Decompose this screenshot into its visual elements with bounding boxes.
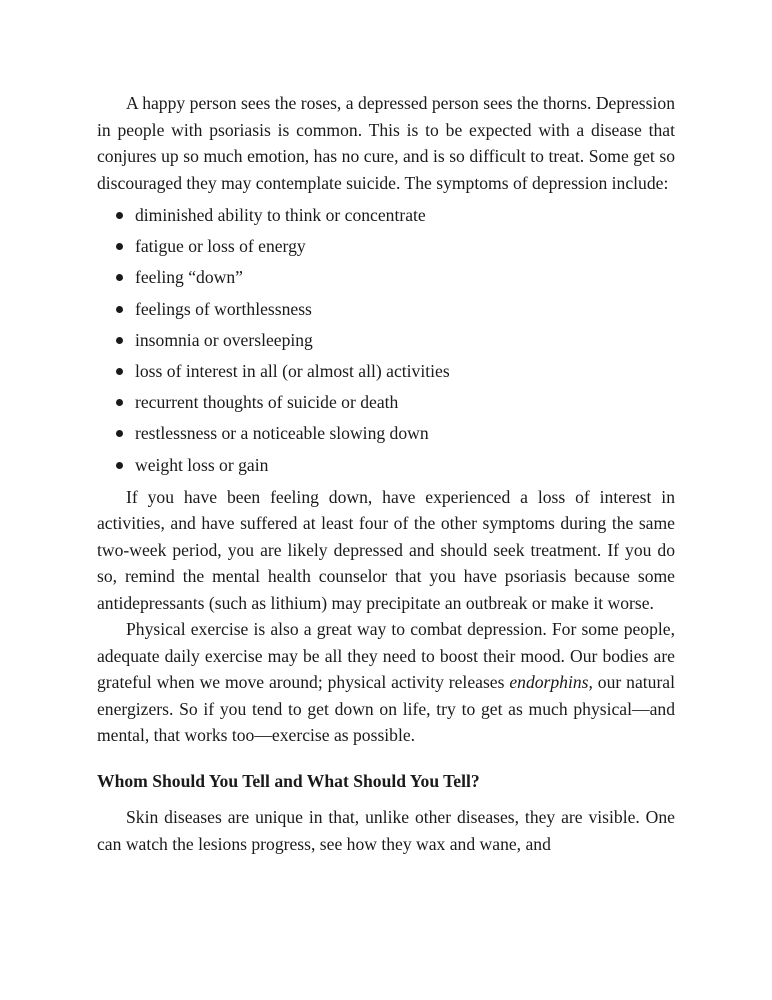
list-item xyxy=(97,356,675,387)
bullet-icon xyxy=(116,430,123,437)
list-item xyxy=(97,294,675,325)
paragraph-intro: A happy person sees the roses, a depressed person sees the thorns. Depression in people with psoriasis is common. This is to be expected with a disease that conjures up so much emotion, has no cure, and is so difficult to treat. Some get so discouraged they may contemplate suicide. The symptoms of depression include: xyxy=(97,93,675,193)
list-item-text: diminished ability to think or concentrate xyxy=(135,205,426,225)
list-item-text: fatigue or loss of energy xyxy=(135,236,306,257)
list-item xyxy=(97,387,675,418)
bullet-icon xyxy=(116,368,123,375)
bullet-icon xyxy=(116,306,123,313)
bullet-icon xyxy=(116,212,123,219)
list-item xyxy=(97,418,675,449)
list-item xyxy=(97,200,675,231)
list-item xyxy=(97,262,675,293)
section-heading: Whom Should You Tell and What Should You Tell? xyxy=(97,770,480,791)
list-item-text: loss of interest in all (or almost all) activities xyxy=(135,360,450,381)
list-item xyxy=(97,231,675,262)
list-item-text: restlessness or a noticeable slowing down xyxy=(135,423,429,444)
paragraph-skin: Skin diseases are unique in that, unlike other diseases, they are visible. One can watch the lesions progress, see how they wax and wane, and xyxy=(97,807,675,854)
page-content xyxy=(97,90,675,857)
bullet-icon xyxy=(116,243,123,250)
list-item-text: insomnia or oversleeping xyxy=(135,329,313,350)
list-item-text: recurrent thoughts of suicide or death xyxy=(135,392,399,413)
endorphins-term: endorphins, xyxy=(509,672,593,693)
list-item-text: feeling “down” xyxy=(135,267,243,288)
list-item-text: weight loss or gain xyxy=(135,454,269,475)
symptom-list xyxy=(97,200,675,481)
exercise-text-end: our natural energizers. So if you tend to get down on life, try to get as much physical—and mental, that works too—exercise as possible. xyxy=(97,672,675,746)
bullet-icon xyxy=(116,399,123,406)
bullet-icon xyxy=(116,462,123,469)
paragraph-exercise xyxy=(97,616,675,749)
list-item xyxy=(97,450,675,481)
list-item xyxy=(97,325,675,356)
paragraph-seek-treatment: If you have been feeling down, have experienced a loss of interest in activities, and have suffered at least four of the other symptoms during the same two-week period, you are likely depressed and should seek treatment. If you do so, remind the mental health counselor that you have psoriasis because some antidepressants (such as lithium) may precipitate an outbreak or make it worse. xyxy=(97,486,675,613)
exercise-text-start: Physical exercise is also a great way to combat depression. For some people, adequate daily exercise may be all they need to boost their mood. Our bodies are grateful when we move around; physical activity releases xyxy=(97,619,675,693)
bullet-icon xyxy=(116,337,123,344)
list-item-text: feelings of worthlessness xyxy=(135,298,312,319)
bullet-icon xyxy=(116,274,123,281)
